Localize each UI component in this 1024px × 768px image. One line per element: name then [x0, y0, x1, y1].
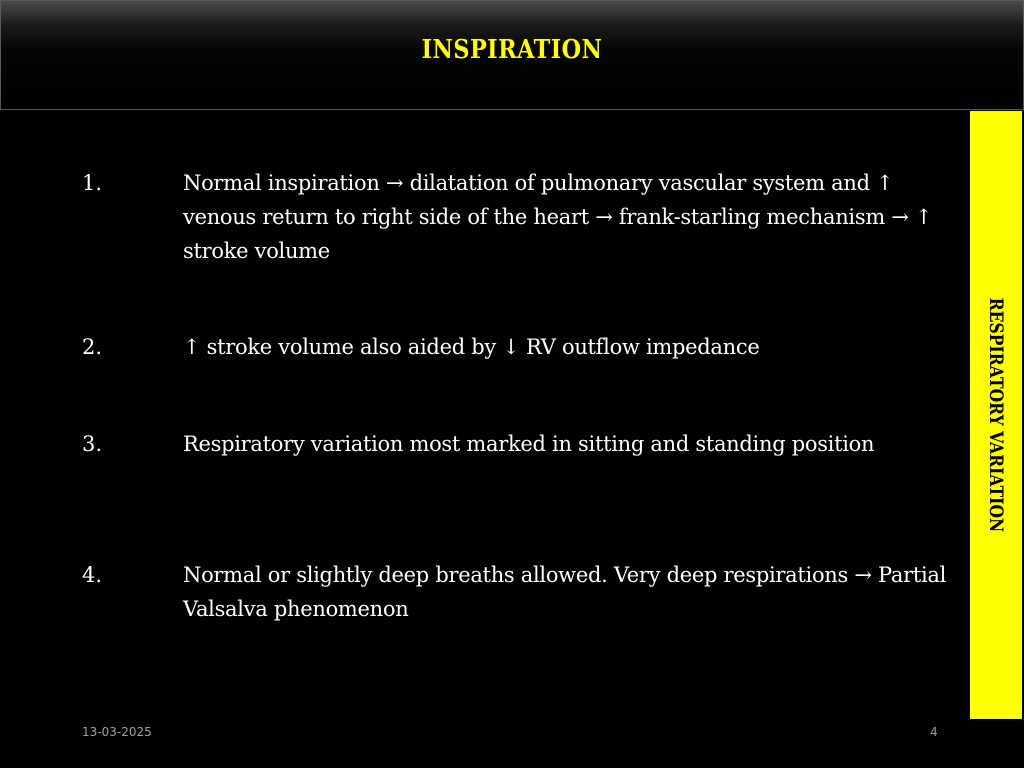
- item-number: 1.: [82, 171, 103, 195]
- item-text: Normal or slightly deep breaths allowed. Very deep respirations → Partial Valsalva phenomenon: [183, 563, 947, 621]
- item-number: 3.: [82, 432, 103, 456]
- item-text: Normal inspiration → dilatation of pulmonary vascular system and ↑ venous return to right side of the heart → frank-starling mechanism → ↑ stroke volume: [183, 171, 933, 263]
- item-number: 4.: [82, 563, 103, 587]
- footer-date: 13-03-2025: [82, 725, 152, 739]
- item-text: ↑ stroke volume also aided by ↓ RV outflow impedance: [183, 335, 760, 359]
- item-text: Respiratory variation most marked in sitting and standing position: [183, 432, 875, 456]
- side-label: RESPIRATORY VARIATION: [985, 297, 1007, 533]
- slide-title: INSPIRATION: [421, 35, 603, 65]
- page-number: 4: [930, 725, 938, 739]
- title-bar: [0, 0, 1024, 110]
- item-number: 2.: [82, 335, 103, 359]
